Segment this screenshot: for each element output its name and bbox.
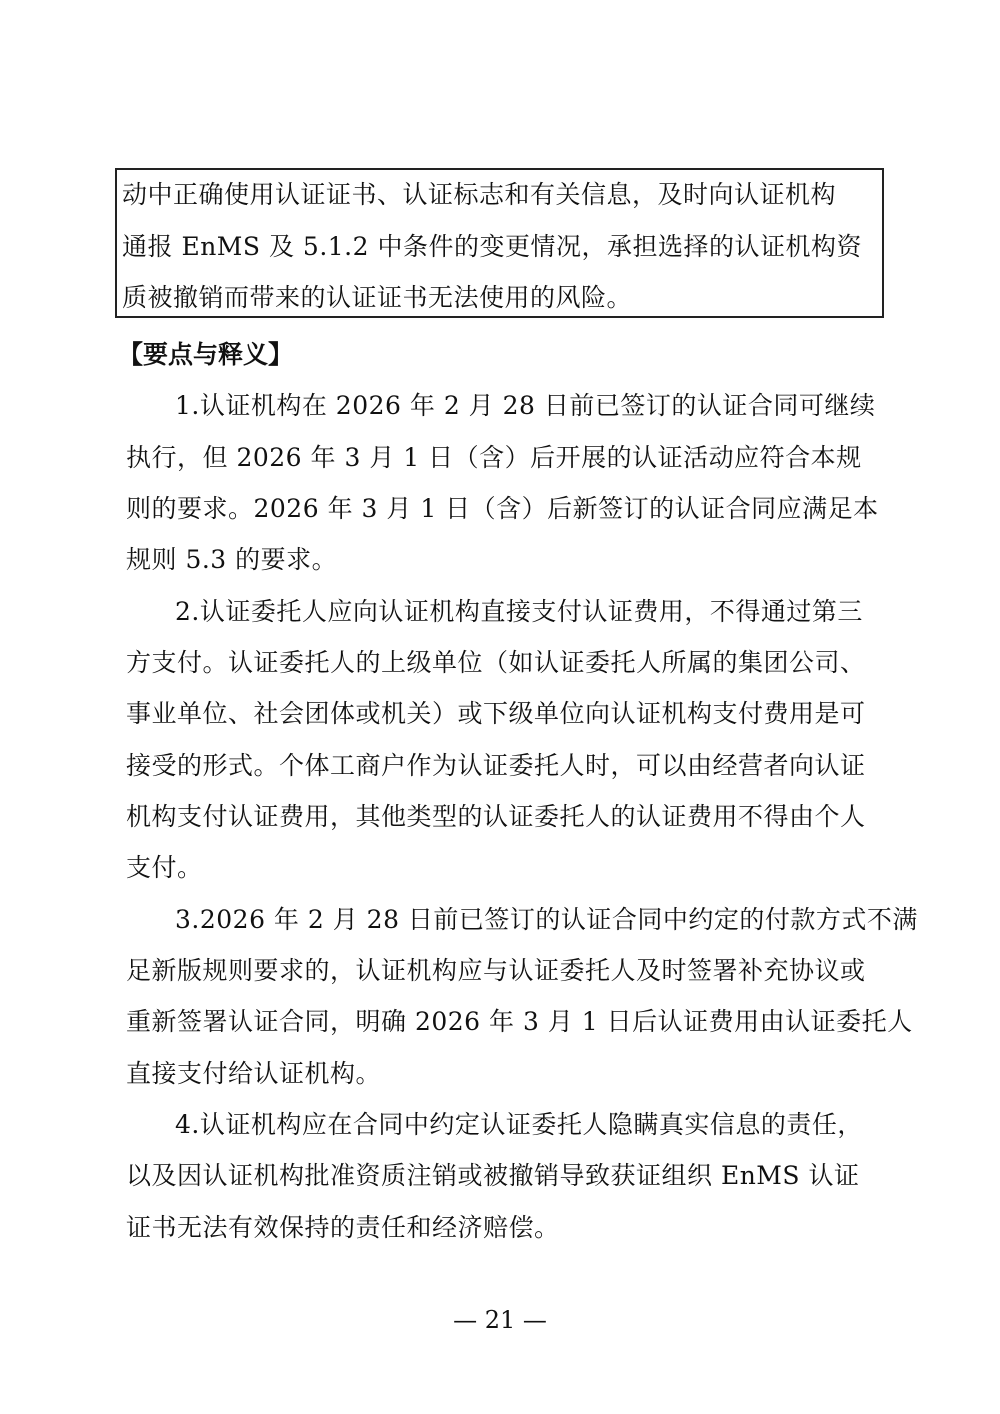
point-3-line-3: 重新签署认证合同，明确 2026 年 3 月 1 日后认证费用由认证委托人	[126, 1007, 913, 1036]
point-3-line-4: 直接支付给认证机构。	[126, 1059, 382, 1088]
point-2-line-5: 机构支付认证费用，其他类型的认证委托人的认证费用不得由个人	[126, 802, 866, 831]
section-heading: 【要点与释义】	[118, 340, 294, 369]
point-3-line-2: 足新版规则要求的，认证机构应与认证委托人及时签署补充协议或	[126, 956, 866, 985]
point-3-line-1: 3.2026 年 2 月 28 日前已签订的认证合同中约定的付款方式不满	[175, 905, 918, 934]
point-2-line-3: 事业单位、社会团体或机关）或下级单位向认证机构支付费用是可	[126, 699, 866, 728]
point-4-line-2: 以及因认证机构批准资质注销或被撤销导致获证组织 EnMS 认证	[126, 1161, 860, 1190]
point-2-line-1: 2.认证委托人应向认证机构直接支付认证费用，不得通过第三	[175, 597, 863, 626]
boxed-clause-line-2: 通报 EnMS 及 5.1.2 中条件的变更情况，承担选择的认证机构资	[122, 232, 862, 261]
point-2-line-4: 接受的形式。个体工商户作为认证委托人时，可以由经营者向认证	[126, 751, 866, 780]
point-4-line-1: 4.认证机构应在合同中约定认证委托人隐瞒真实信息的责任，	[175, 1110, 863, 1139]
boxed-clause-line-3: 质被撤销而带来的认证证书无法使用的风险。	[122, 283, 633, 312]
point-1-line-3: 则的要求。2026 年 3 月 1 日（含）后新签订的认证合同应满足本	[126, 494, 879, 523]
point-4-line-3: 证书无法有效保持的责任和经济赔偿。	[126, 1213, 560, 1242]
boxed-clause-line-1: 动中正确使用认证证书、认证标志和有关信息，及时向认证机构	[122, 180, 837, 209]
page-number: — 21 —	[453, 1306, 547, 1334]
point-2-line-2: 方支付。认证委托人的上级单位（如认证委托人所属的集团公司、	[126, 648, 866, 677]
point-1-line-4: 规则 5.3 的要求。	[126, 545, 338, 574]
point-1-line-1: 1.认证机构在 2026 年 2 月 28 日前已签订的认证合同可继续	[175, 391, 876, 420]
point-1-line-2: 执行，但 2026 年 3 月 1 日（含）后开展的认证活动应符合本规	[126, 443, 862, 472]
point-2-line-6: 支付。	[126, 853, 203, 882]
